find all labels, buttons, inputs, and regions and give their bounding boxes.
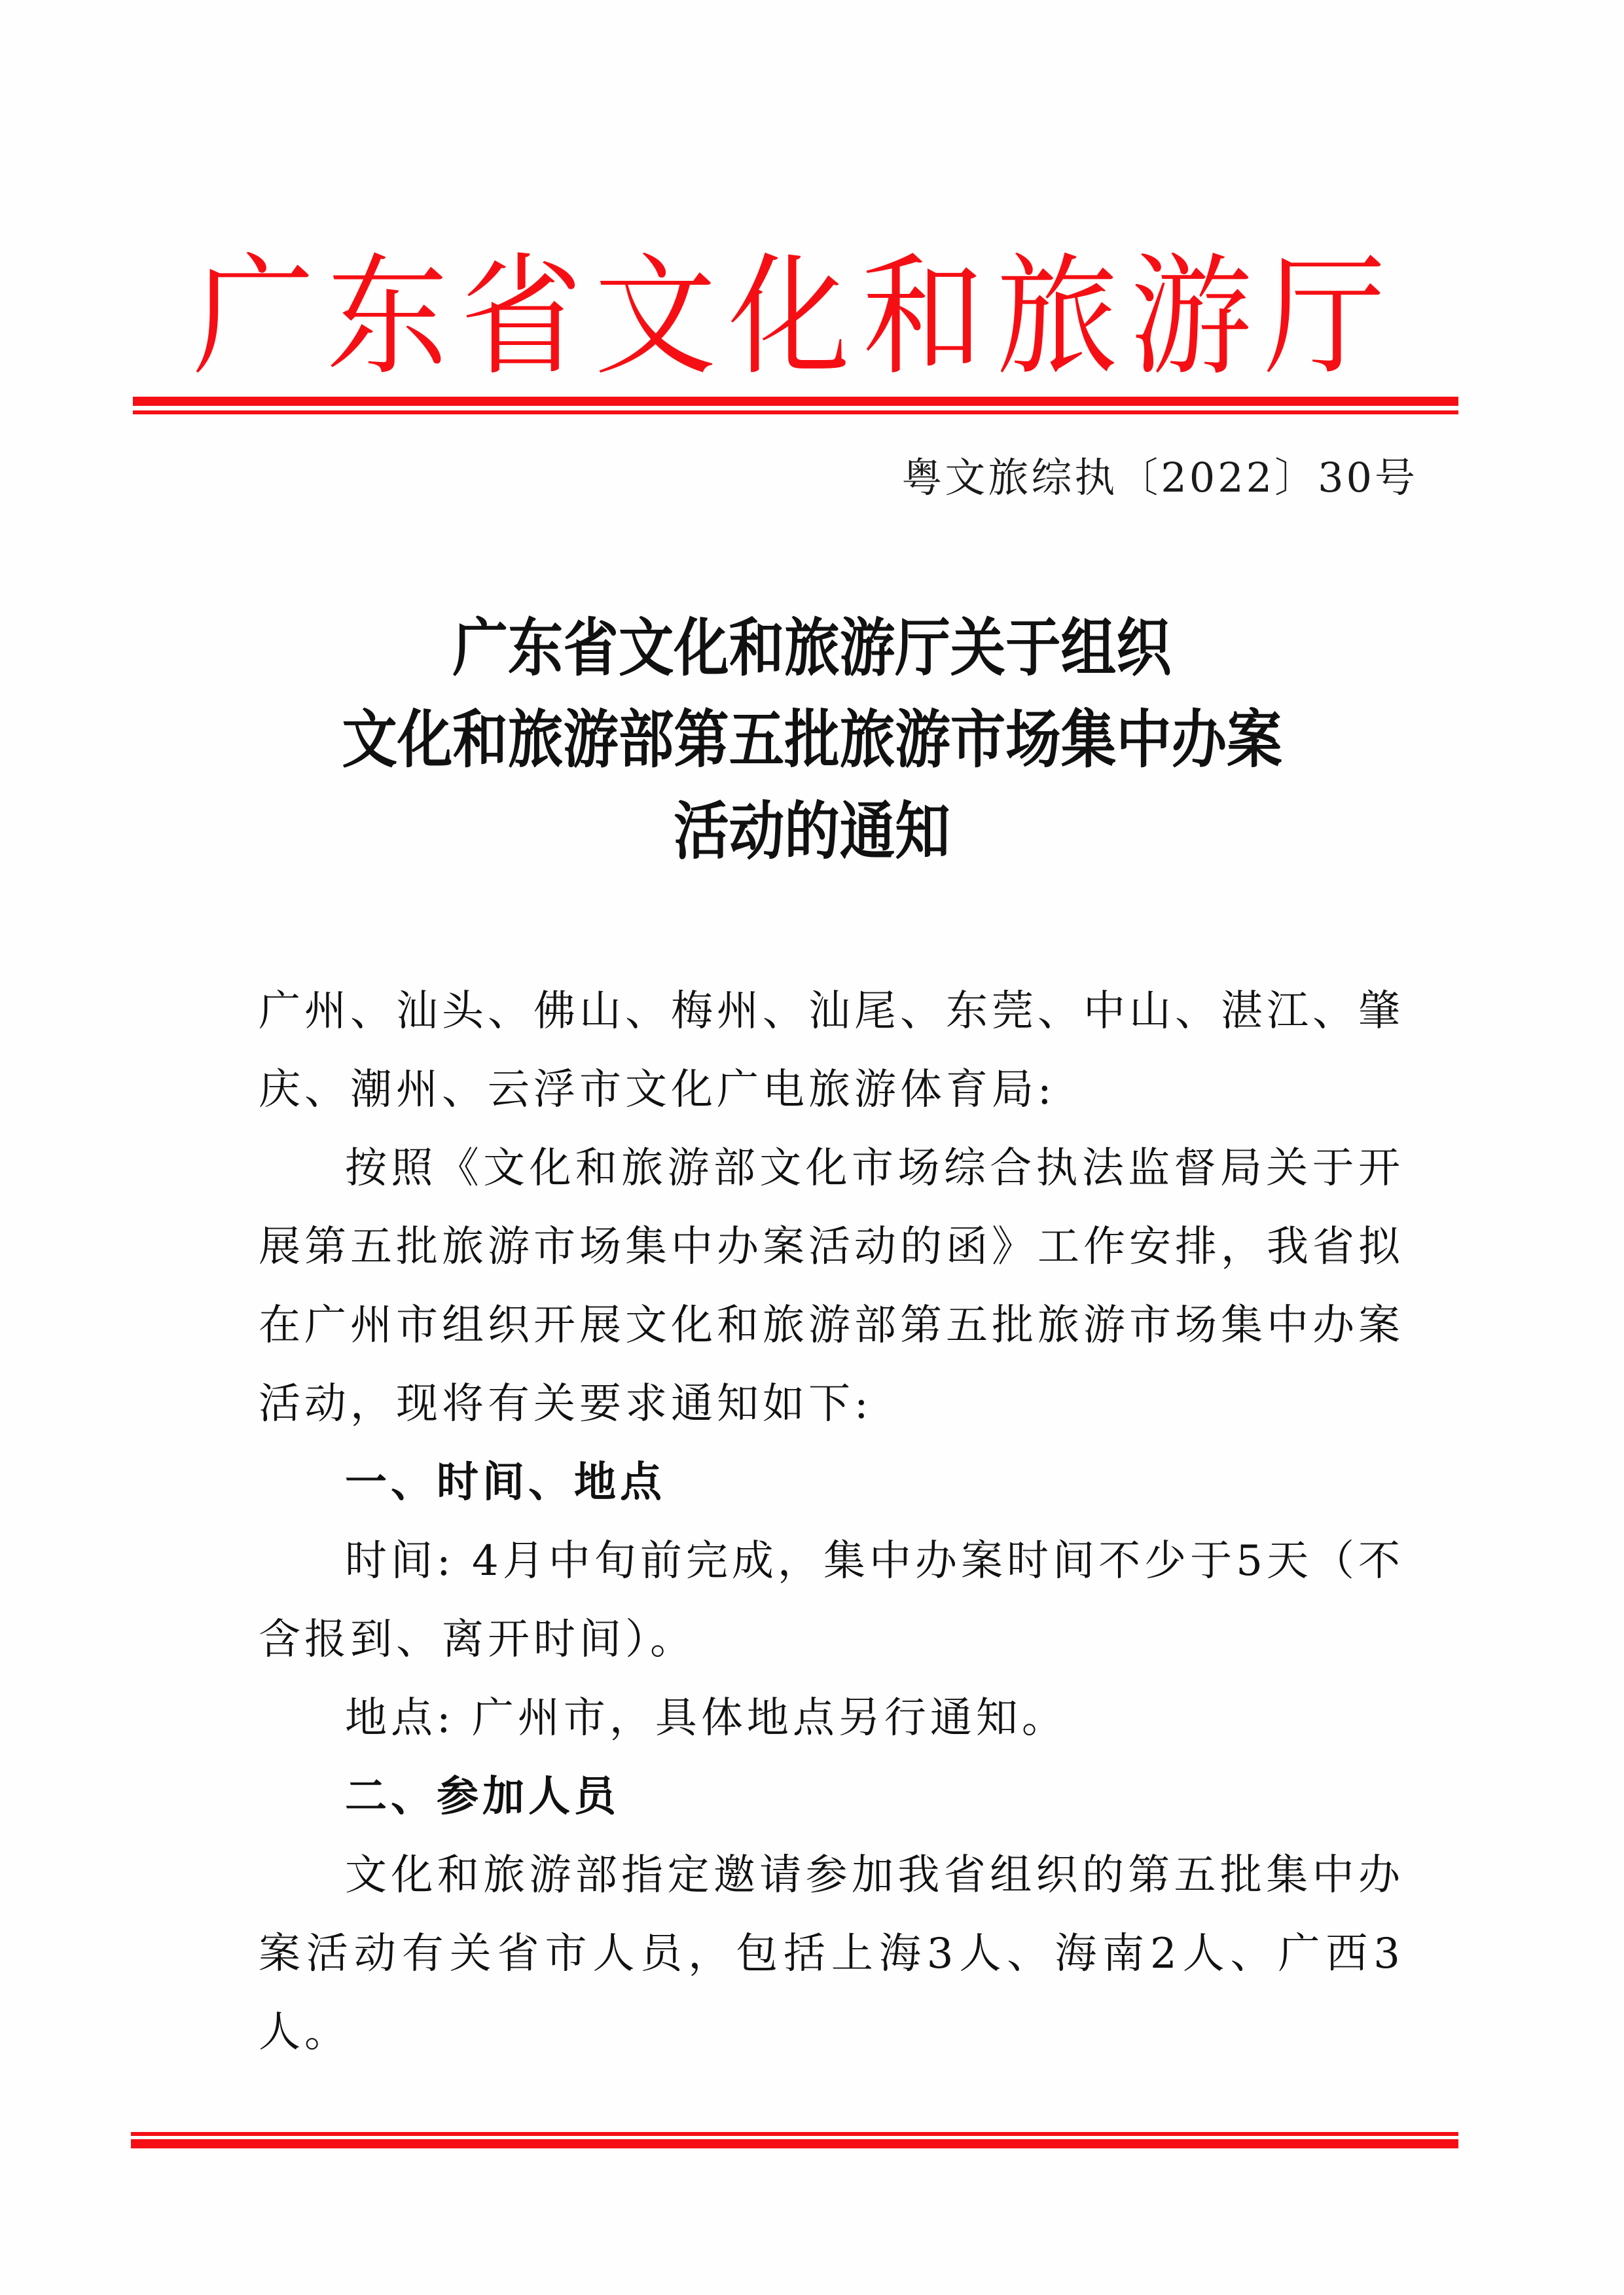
paragraph-time: 时间: 4月中旬前完成，集中办案时间不少于5天（不含报到、离开时间）。 <box>259 1537 1404 1664</box>
addressee: 广州、汕头、佛山、梅州、汕尾、东莞、中山、湛江、肇庆、潮州、云浮市文化广电旅游体育局: <box>259 987 1404 1114</box>
section-heading-time-place: 一、时间、地点 <box>345 1458 666 1507</box>
footer-thin-rule <box>131 2132 1458 2136</box>
title-line: 活动的通知 <box>674 795 950 868</box>
document-number: 粤文旅综执〔2022〕30号 <box>901 454 1418 501</box>
paragraph-place: 地点: 广州市，具体地点另行通知。 <box>345 1694 1068 1743</box>
agency-masthead: 广东省文化和旅游厅 <box>192 241 1398 393</box>
paragraph-participants: 文化和旅游部指定邀请参加我省组织的第五批集中办案活动有关省市人员，包括上海3人、海南2人、广西3人。 <box>259 1851 1404 2057</box>
masthead-thick-rule <box>133 397 1458 406</box>
section-heading-participants: 二、参加人员 <box>345 1773 620 1821</box>
document-body <box>259 972 1404 2072</box>
document-title <box>0 602 1624 877</box>
title-line: 文化和旅游部第五批旅游市场集中办案 <box>342 703 1282 776</box>
footer-thick-rule <box>131 2139 1458 2148</box>
intro-paragraph: 按照《文化和旅游部文化市场综合执法监督局关于开展第五批旅游市场集中办案活动的函》工作安排，我省拟在广州市组织开展文化和旅游部第五批旅游市场集中办案活动，现将有关要求通知如下: <box>259 1144 1404 1428</box>
masthead-thin-rule <box>133 410 1458 414</box>
title-line: 广东省文化和旅游厅关于组织 <box>452 611 1172 685</box>
